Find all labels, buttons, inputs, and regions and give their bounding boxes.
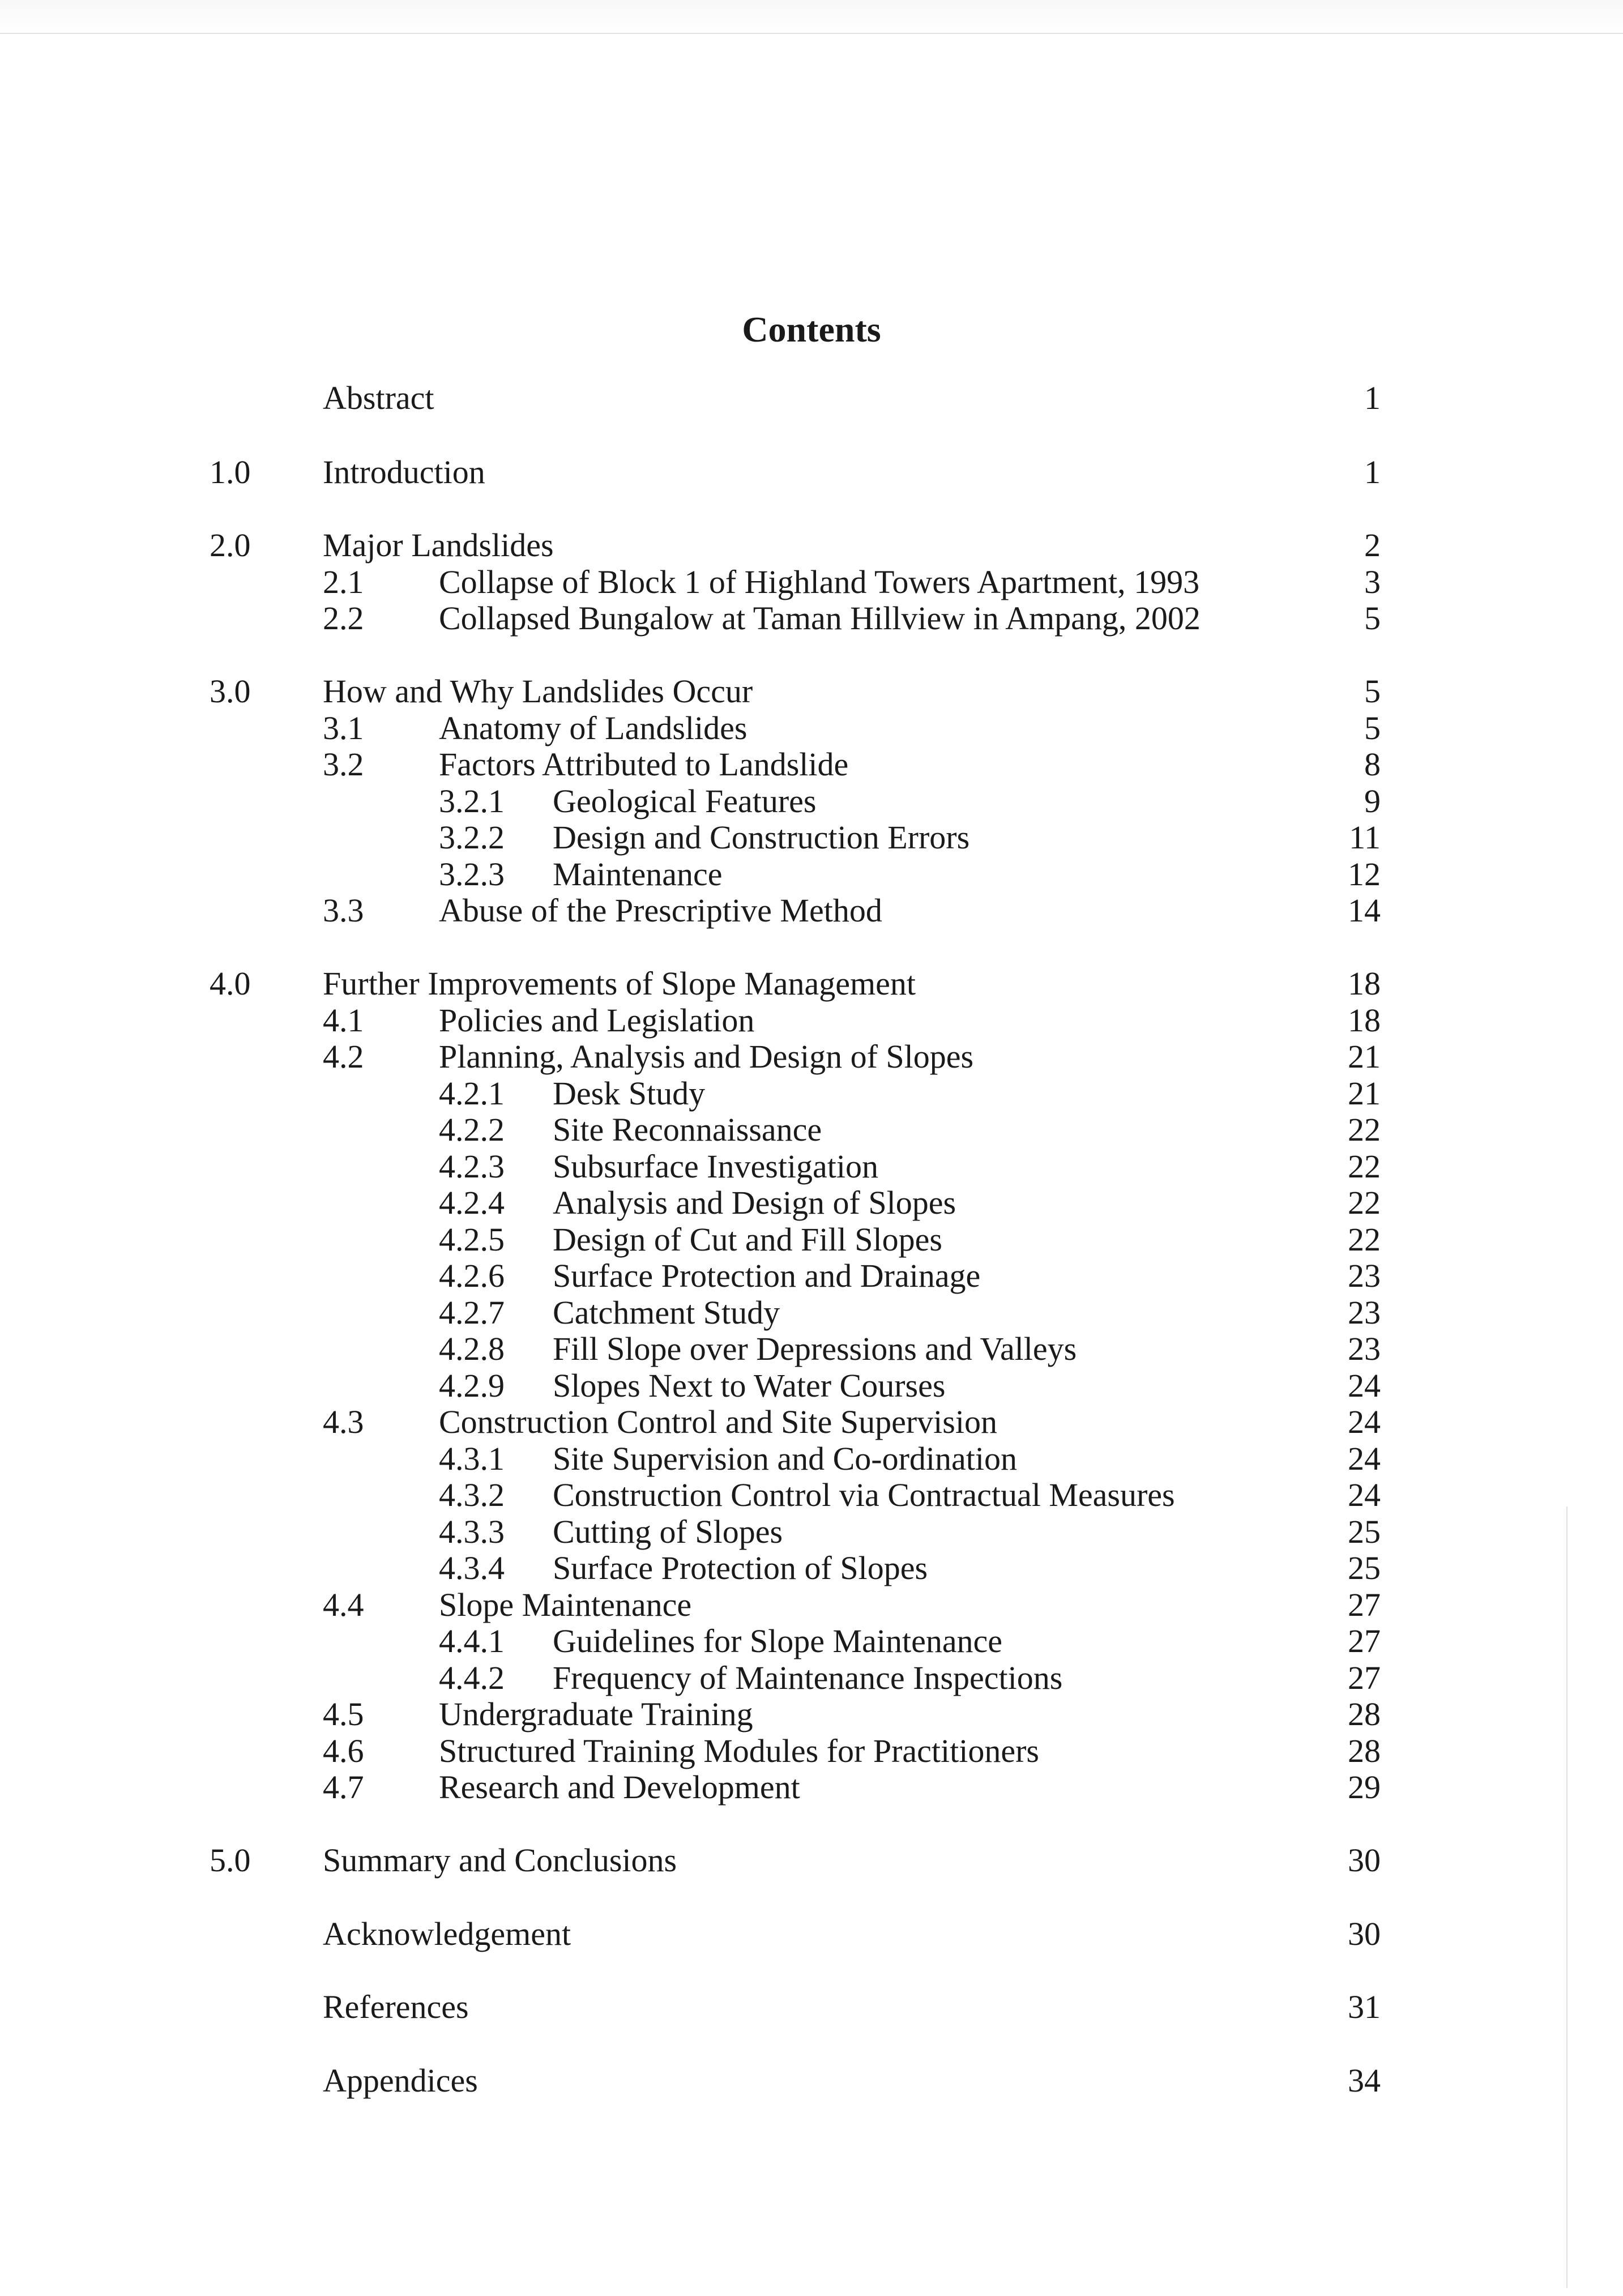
toc-entry-number: 4.2.6 — [439, 1257, 505, 1294]
toc-entry-number: 3.1 — [323, 710, 364, 746]
toc-entry-number: 4.0 — [210, 965, 251, 1002]
toc-entry-title: Major Landslides — [323, 527, 554, 564]
toc-entry-page: 3 — [1364, 564, 1381, 600]
toc-entry-number: 4.2.4 — [439, 1184, 505, 1221]
toc-entry — [0, 562, 1623, 602]
toc-entry-number: 4.2.5 — [439, 1221, 505, 1258]
toc-entry — [0, 2061, 1623, 2101]
toc-entry-page: 22 — [1348, 1111, 1381, 1148]
toc-entry-title: Summary and Conclusions — [323, 1842, 677, 1879]
toc-entry-number: 4.2.1 — [439, 1075, 505, 1112]
toc-entry-title: Construction Control via Contractual Measures — [553, 1476, 1175, 1513]
toc-entry-page: 8 — [1364, 746, 1381, 783]
toc-entry-number: 4.1 — [323, 1002, 364, 1039]
toc-entry-title: How and Why Landslides Occur — [323, 673, 753, 710]
toc-entry — [0, 818, 1623, 857]
toc-entry-number: 2.2 — [323, 600, 364, 637]
toc-entry-number: 4.3.1 — [439, 1440, 505, 1477]
toc-entry-number: 3.2.3 — [439, 856, 505, 893]
toc-entry-page: 24 — [1348, 1367, 1381, 1404]
toc-entry-number: 3.0 — [210, 673, 251, 710]
toc-entry-title: Slopes Next to Water Courses — [553, 1367, 946, 1404]
toc-entry-page: 27 — [1348, 1659, 1381, 1696]
toc-entry-page: 30 — [1348, 1915, 1381, 1952]
toc-entry-number: 3.3 — [323, 892, 364, 929]
toc-entry-page: 24 — [1348, 1440, 1381, 1477]
toc-entry — [0, 1037, 1623, 1077]
toc-entry-title: Surface Protection of Slopes — [553, 1550, 928, 1586]
toc-entry-title: Structured Training Modules for Practitioners — [439, 1732, 1040, 1769]
toc-entry-title: Undergraduate Training — [439, 1696, 753, 1732]
toc-entry-title: Abstract — [323, 379, 434, 416]
toc-entry — [0, 1074, 1623, 1113]
toc-entry — [0, 1695, 1623, 1734]
toc-entry — [0, 1402, 1623, 1442]
toc-entry-page: 5 — [1364, 710, 1381, 746]
toc-entry — [0, 1110, 1623, 1150]
toc-entry-page: 22 — [1348, 1221, 1381, 1258]
toc-entry-page: 28 — [1348, 1732, 1381, 1769]
toc-entry — [0, 1841, 1623, 1880]
toc-entry-page: 30 — [1348, 1842, 1381, 1879]
toc-entry-title: Cutting of Slopes — [553, 1513, 783, 1550]
toc-entry-page: 27 — [1348, 1586, 1381, 1623]
toc-entry-title: Acknowledgement — [323, 1915, 571, 1952]
toc-entry-page: 18 — [1348, 965, 1381, 1002]
toc-entry-page: 1 — [1364, 454, 1381, 490]
toc-entry-title: Site Reconnaissance — [553, 1111, 822, 1148]
toc-entry — [0, 1987, 1623, 2027]
toc-entry-number: 4.2.3 — [439, 1148, 505, 1185]
toc-entry-number: 5.0 — [210, 1842, 251, 1879]
toc-entry-title: Geological Features — [553, 783, 817, 820]
toc-entry-number: 3.2.2 — [439, 819, 505, 856]
toc-entry-page: 24 — [1348, 1476, 1381, 1513]
toc-entry-number: 3.2.1 — [439, 783, 505, 820]
toc-entry-number: 4.5 — [323, 1696, 364, 1732]
toc-entry-page: 28 — [1348, 1696, 1381, 1732]
toc-entry-page: 31 — [1348, 1988, 1381, 2025]
toc-entry — [0, 453, 1623, 492]
toc-entry — [0, 745, 1623, 784]
toc-entry — [0, 1621, 1623, 1661]
toc-entry — [0, 1147, 1623, 1187]
toc-entry-title: Planning, Analysis and Design of Slopes — [439, 1038, 974, 1075]
toc-entry — [0, 599, 1623, 638]
toc-entry-title: Surface Protection and Drainage — [553, 1257, 981, 1294]
toc-entry-title: Policies and Legislation — [439, 1002, 755, 1039]
toc-entry — [0, 1658, 1623, 1698]
toc-entry-title: Research and Development — [439, 1769, 800, 1806]
toc-entry-number: 4.4.1 — [439, 1623, 505, 1659]
toc-entry — [0, 1731, 1623, 1771]
toc-entry-page: 11 — [1349, 819, 1381, 856]
toc-entry-number: 4.3 — [323, 1403, 364, 1440]
toc-entry — [0, 1475, 1623, 1515]
toc-entry-page: 25 — [1348, 1513, 1381, 1550]
toc-entry-page: 5 — [1364, 600, 1381, 637]
toc-entry-title: Collapse of Block 1 of Highland Towers Apartment, 1993 — [439, 564, 1200, 600]
toc-entry-title: Catchment Study — [553, 1294, 780, 1331]
toc-entry-title: Frequency of Maintenance Inspections — [553, 1659, 1063, 1696]
toc-entry — [0, 1183, 1623, 1223]
toc-entry-title: Design of Cut and Fill Slopes — [553, 1221, 942, 1258]
toc-entry-page: 23 — [1348, 1294, 1381, 1331]
toc-entry — [0, 672, 1623, 711]
toc-entry-number: 4.2.2 — [439, 1111, 505, 1148]
toc-entry-title: Desk Study — [553, 1075, 706, 1112]
toc-entry — [0, 964, 1623, 1004]
toc-entry-title: Fill Slope over Depressions and Valleys — [553, 1330, 1077, 1367]
toc-entry-number: 4.4 — [323, 1586, 364, 1623]
toc-entry-page: 1 — [1364, 379, 1381, 416]
toc-entry-title: Collapsed Bungalow at Taman Hillview in Ampang, 2002 — [439, 600, 1201, 637]
toc-entry-title: Anatomy of Landslides — [439, 710, 748, 746]
toc-entry-number: 4.4.2 — [439, 1659, 505, 1696]
page-title: Contents — [742, 309, 881, 349]
toc-entry-title: Guidelines for Slope Maintenance — [553, 1623, 1003, 1659]
toc-entry-number: 4.2.8 — [439, 1330, 505, 1367]
toc-entry — [0, 709, 1623, 748]
toc-entry — [0, 1256, 1623, 1296]
toc-entry-page: 23 — [1348, 1330, 1381, 1367]
toc-entry-number: 2.0 — [210, 527, 251, 564]
toc-entry-title: Maintenance — [553, 856, 723, 893]
toc-entry-title: Introduction — [323, 454, 485, 490]
toc-entry-page: 29 — [1348, 1769, 1381, 1806]
toc-entry-title: Subsurface Investigation — [553, 1148, 879, 1185]
toc-entry-page: 24 — [1348, 1403, 1381, 1440]
toc-entry-page: 25 — [1348, 1550, 1381, 1586]
toc-entry-page: 23 — [1348, 1257, 1381, 1294]
toc-entry-title: Abuse of the Prescriptive Method — [439, 892, 882, 929]
toc-entry — [0, 1914, 1623, 1954]
toc-entry-number: 2.1 — [323, 564, 364, 600]
toc-entry — [0, 1548, 1623, 1588]
toc-entry-number: 4.2.9 — [439, 1367, 505, 1404]
toc-entry-title: Further Improvements of Slope Management — [323, 965, 916, 1002]
toc-entry — [0, 1293, 1623, 1333]
toc-entry — [0, 855, 1623, 894]
toc-entry-page: 12 — [1348, 856, 1381, 893]
toc-entry-title: Appendices — [323, 2062, 478, 2099]
toc-entry-title: Factors Attributed to Landslide — [439, 746, 849, 783]
toc-entry — [0, 1439, 1623, 1479]
toc-entry — [0, 526, 1623, 565]
toc-entry — [0, 1329, 1623, 1369]
toc-entry — [0, 1512, 1623, 1552]
toc-entry — [0, 891, 1623, 931]
toc-entry-page: 34 — [1348, 2062, 1381, 2099]
toc-entry-number: 4.3.2 — [439, 1476, 505, 1513]
toc-entry-page: 18 — [1348, 1002, 1381, 1039]
toc-entry — [0, 1220, 1623, 1260]
toc-entry-number: 4.7 — [323, 1769, 364, 1806]
toc-entry-number: 4.3.3 — [439, 1513, 505, 1550]
toc-entry-page: 2 — [1364, 527, 1381, 564]
toc-entry-number: 1.0 — [210, 454, 251, 490]
toc-entry — [0, 1585, 1623, 1625]
toc-entry-title: Site Supervision and Co-ordination — [553, 1440, 1017, 1477]
toc-entry-number: 4.3.4 — [439, 1550, 505, 1586]
toc-entry — [0, 1366, 1623, 1406]
toc-entry — [0, 782, 1623, 821]
toc-entry-title: Slope Maintenance — [439, 1586, 692, 1623]
toc-entry — [0, 1768, 1623, 1807]
toc-entry-title: Analysis and Design of Slopes — [553, 1184, 956, 1221]
toc-entry-number: 4.2.7 — [439, 1294, 505, 1331]
toc-entry-page: 22 — [1348, 1148, 1381, 1185]
toc-entry-page: 5 — [1364, 673, 1381, 710]
toc-entry-page: 22 — [1348, 1184, 1381, 1221]
toc-entry-page: 21 — [1348, 1038, 1381, 1075]
toc-entry-title: Design and Construction Errors — [553, 819, 970, 856]
toc-entry-title: Construction Control and Site Supervision — [439, 1403, 997, 1440]
toc-entry-page: 9 — [1364, 783, 1381, 820]
toc-entry-page: 27 — [1348, 1623, 1381, 1659]
toc-entry-number: 4.6 — [323, 1732, 364, 1769]
toc-entry-title: References — [323, 1988, 469, 2025]
toc-entry — [0, 1001, 1623, 1040]
toc-entry-number: 3.2 — [323, 746, 364, 783]
toc-entry-number: 4.2 — [323, 1038, 364, 1075]
toc-entry-page: 21 — [1348, 1075, 1381, 1112]
toc-entry-page: 14 — [1348, 892, 1381, 929]
toc-entry — [0, 378, 1623, 418]
